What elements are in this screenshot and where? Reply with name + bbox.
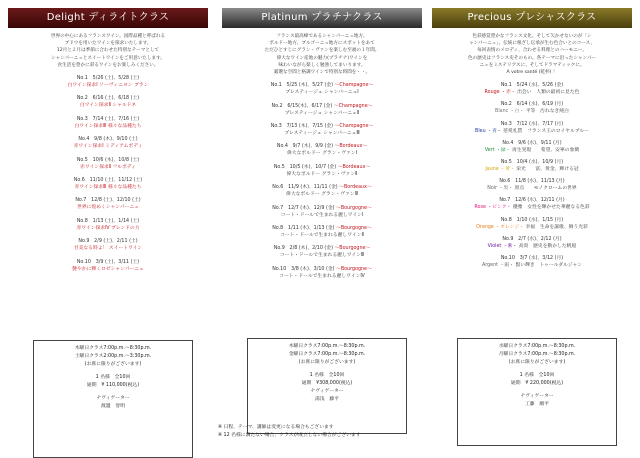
seat-note: (お席に限りがございます) (298, 360, 356, 365)
class-time: 土曜日クラス2:00p.m.～3:30p.m. (74, 354, 152, 359)
footnotes (218, 424, 361, 440)
class-time: 月曜日クラス7:00p.m.～8:30p.m. (498, 352, 576, 357)
session-item: No.5 10/6 (木)、10/8 (土) 赤ワイン探求Ⅱ フルボディ (76, 157, 140, 170)
session-item: No.9 2/9 (土)、2/11 (土) 甘美なる時よ！ スイートワイン (73, 239, 143, 252)
session-item: No.7 12/7 (木)、12/9 (金) ～Bourgogne～ コート・ドールで生まれる麗しワインⅠ (272, 205, 372, 218)
seat-note: (お席に限りがございます) (84, 362, 142, 367)
precious-intro: 色彩感覚豊かなフランス文化、そして欠かせないのが「シ ャンパーニュ」。伝統に根ざし伝承が生む色合いとのコース、 毎回表情のメロディ、合わせる料理とのハーモニー。 色の歴史はフランス史そのもの。各テーマに沿ったシャンパー ニュをミステリアスに、そしてドラマティックに。 A votre santé (乾杯) ！ (468, 34, 596, 76)
session-item: No.9 2/7 (水)、2/12 (月) Violet ・紫・ 高貴 歴史を動かした帆船 (487, 236, 577, 249)
platinum-header: Platinum プラチナクラス (222, 8, 422, 28)
precious-header: Precious プレシャスクラス (432, 8, 632, 28)
class-time: 木曜日クラス7:00p.m.～8:30p.m. (74, 346, 152, 351)
precious-schedule (432, 82, 632, 269)
delight-schedule (8, 75, 208, 273)
session-item: No.1 5/25 (木)、5/27 (金) ～Champagne～ プレスティージュ シャンパーニュⅠ (270, 83, 374, 96)
session-item: No.5 10/4 (水)、10/9 (月) Jaune ・黄・ 栄光 富、黄金、輝ける冠 (485, 159, 579, 172)
session-item: No.2 6/16 (土)、6/18 (土) 白ワイン探求Ⅱ シャルドネ (76, 96, 140, 109)
navigator-label: ナヴィゲーター (520, 394, 554, 399)
session-item: No.2 6/15(木)、6/17 (金) ～Champagne～ プレスティージュ シャンパーニュⅡ (271, 103, 373, 116)
session-item: No.1 5/24 (水)、5/26 (金) Rouge ・赤・ 出会い 人類の最初に見た色 (484, 83, 580, 96)
navigator-name: 湯浅 藤平 (315, 397, 339, 402)
session-item: No.10 3/9 (土)、3/11 (土) 艶やかに輝くロゼシャンパーニュ (72, 259, 144, 272)
footnote: ※ 12 名様に満たない場合、クラスが成立しない場合がございます (218, 433, 361, 438)
session-item: No.9 2/8 (木)、2/10 (金) ～Bourgogne～ コート・ドールで生まれる麗しワインⅢ (273, 246, 371, 259)
session-item: No.8 1/13 (土)、1/14 (土) 赤ワイン探求Ⅳ ブレンドの力 (76, 218, 140, 231)
session-item: No.10 3/7 (水)、3/12 (月) Argent ・銀・ 賢い輝き トゥールダルジャン (481, 255, 583, 268)
session-item: No.4 9/6 (水)、9/11 (月) Vert ・緑・ 再生実現 希望、安寧の象徴 (484, 140, 580, 153)
platinum-intro: フランス最高峰であるシャンパーニュ地方、 ボルドー地方、ブルゴーニュ地方にスポットをあて ただひとすじにグラン・ヴァンを楽しむ至福の１年間。 偉大なワイン産地の魅力(プラチナ)ワインを 味わいながら楽しく勉強してまいります。 厳選な空間と格調ワインで特別な時間を・・。 (264, 34, 380, 76)
session-item: No.3 7/14 (土)、7/16 (土) 白ワイン探求Ⅲ 様々な品種たち (74, 116, 142, 129)
platinum-schedule (222, 82, 422, 280)
session-item: No.6 11/9 (木)、11/11 (金) ～Bordeaux～ 偉大なボルドー グラン・ヴァンⅢ (272, 185, 372, 198)
session-item: No.3 7/13 (木)、7/15 (金) ～Champagne～ プレスティージュ シャンパーニュⅢ (270, 124, 374, 136)
session-item: No.6 11/10 (土)、11/12 (土) 赤ワイン探求Ⅲ 様々な品種たち (73, 177, 143, 190)
footnote: ※ 日程、テーマ、講師は変更になる場合もございます (218, 425, 334, 430)
platinum-info-box (247, 338, 407, 434)
price: 通期 ¥308,000(税込) (301, 381, 353, 386)
delight-info-box (33, 340, 193, 458)
price: 通期 ¥ 220,000(税込) (510, 381, 564, 386)
session-item: No.10 3/8 (木)、3/10 (金) ～Bourgogne～ コート・ドールで生まれる麗しワインⅣ (272, 266, 372, 279)
session-count: 1 名様 全10回 (519, 373, 555, 378)
delight-intro: 世界の中心にあるフランスワイン。国際品種と呼ばれる ブドウを用いたワインを探求いたします。 12月と２月は季節に合わせた特別なテーマとして シャンパーニュとスイートワインをご用意いたします。 食生活を豊かに彩るワインをお楽しみください。 (50, 34, 166, 68)
navigator-label: ナヴィゲーター (310, 389, 344, 394)
navigator-name: 工藤 順平 (525, 402, 549, 407)
seat-note: (お席に限りがございます) (508, 360, 566, 365)
session-item: No.4 9/7 (木)、9/9 (金) ～Bordeaux～ 偉大なボルドー グラン・ヴァンⅠ (276, 144, 368, 157)
session-item: No.7 12/8 (土)、12/10 (土) 世界に煌めくシャンパーニュ (75, 198, 141, 211)
session-item: No.7 12/6 (水)、12/11 (月) Rose ・ピンク・ 優雅 女性を輝かせた華麗なる色彩 (474, 198, 590, 211)
session-count: 1 名様 全10回 (309, 373, 345, 378)
delight-header: Delight ディライトクラス (8, 8, 208, 28)
navigator-name: 渡邊 誉明 (101, 404, 125, 409)
session-count: 1 名様 全10回 (95, 375, 131, 380)
precious-info-box (457, 338, 617, 446)
session-item: No.1 5/26 (土)、5/28 (土) 白ワイン探求Ⅰ ソーヴィニヨン ブラン (67, 76, 149, 89)
class-time: 木曜日クラス7:00p.m.～8:30p.m. (288, 344, 366, 349)
session-item: No.8 1/10 (水)、1/15 (月) Orange ・オレンジ・ 幸福 生命を謳歌、舞う光彩 (476, 217, 588, 230)
price: 通期 ¥ 110,000(税込) (86, 383, 140, 388)
session-item: No.8 1/11 (木)、1/13 (金) ～Bourgogne～ コート・ドールで生まれる麗しワインⅡ (272, 225, 372, 238)
class-time: 金曜日クラス7:00p.m.～8:30p.m. (288, 352, 366, 357)
precious-column (432, 8, 632, 407)
session-item: No.4 9/8 (木)、9/10 (土) 赤ワイン探求Ⅰ ミディアムボディ (73, 137, 143, 150)
class-time: 水曜日クラス7:00p.m.～8:30p.m. (498, 344, 576, 349)
session-item: No.2 6/14 (水)、6/19 (月) Blanc ・白・ 平等 汚れなき純白 (495, 102, 569, 115)
session-item: No.6 11/8 (水)、11/13 (月) Noir ・黒・ 原点 モノクロームの世界 (487, 179, 577, 192)
navigator-label: ナヴィゲーター (96, 396, 130, 401)
session-item: No.5 10/5 (木)、10/7 (金) ～Bordeaux～ 偉大なボルドー グラン・ヴァンⅡ (273, 164, 371, 177)
session-item: No.3 7/12 (水)、7/17 (月) Bleu ・青・ 慈愛礼賛 フランス王のロイヤルブルー (475, 121, 589, 134)
delight-column (8, 8, 208, 409)
platinum-column (222, 8, 422, 402)
